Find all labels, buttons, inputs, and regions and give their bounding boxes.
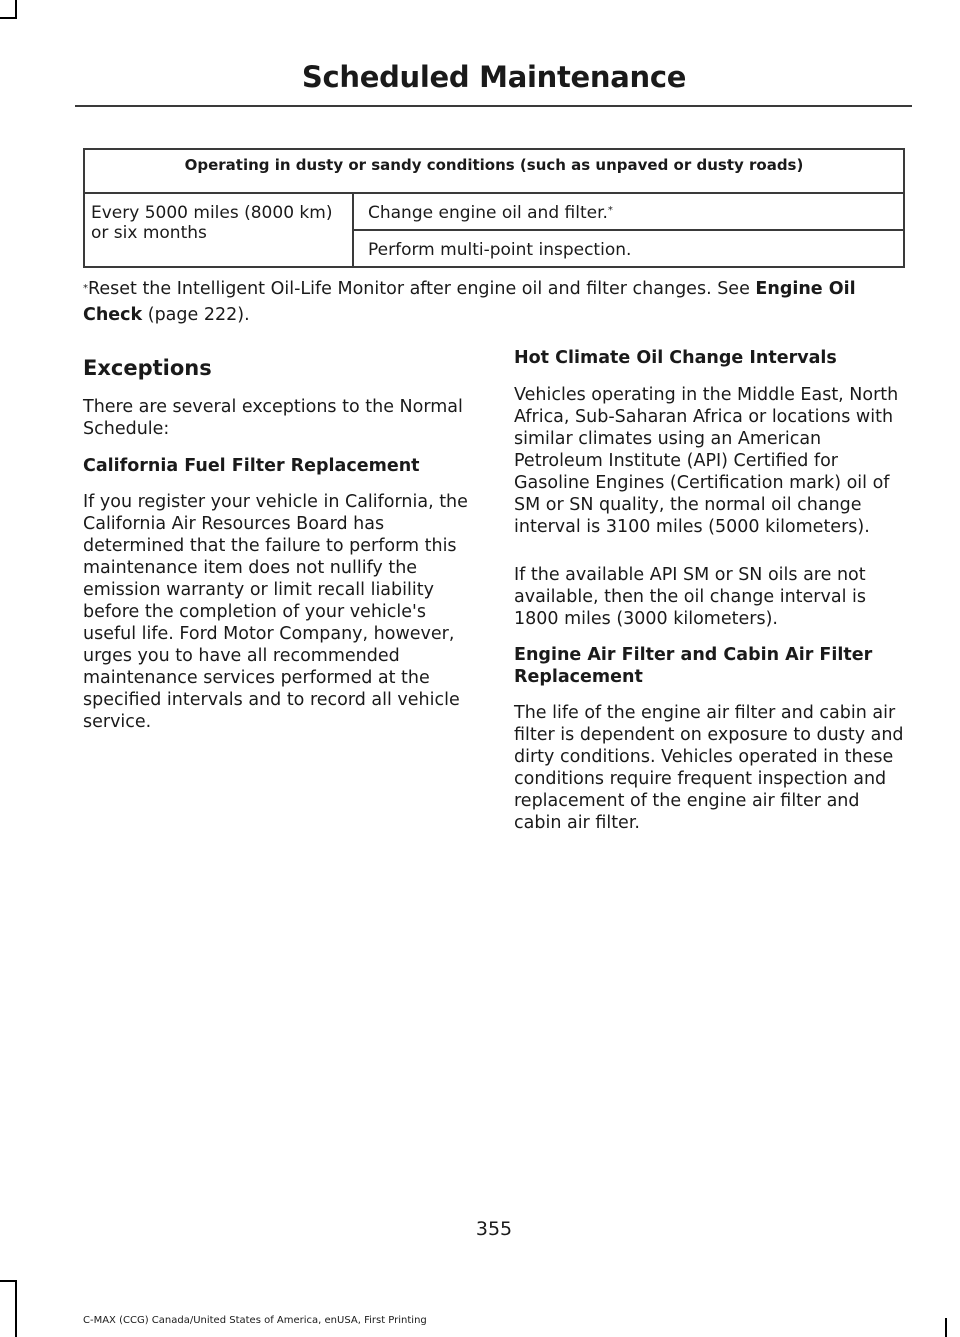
cross-reference-link[interactable]: Engine Oil Check: [83, 279, 856, 325]
footnote-marker: *: [607, 205, 613, 216]
crop-mark: [945, 1318, 947, 1337]
page-reference: (page 222).: [142, 305, 250, 325]
task-text: Change engine oil and filter.: [368, 203, 608, 223]
body-paragraph: Vehicles operating in the Middle East, North Africa, Sub-Saharan Africa or locations with similar climates using an American Petroleum Institute (API) Certified for Gasoline Engines (Certification mark) oil of SM or SN quality, the normal oil change interval is 3100 miles (5000 kilometers).: [514, 385, 899, 537]
footnote-text: Reset the Intelligent Oil-Life Monitor after engine oil and filter changes. See: [88, 279, 756, 299]
intro-paragraph: There are several exceptions to the Normal Schedule:: [83, 397, 463, 439]
table-row: [84, 193, 904, 230]
table-footnote: [83, 276, 913, 328]
section-heading: Exceptions: [83, 356, 212, 380]
table-header-row: [84, 149, 904, 193]
subsection-heading: Engine Air Filter and Cabin Air Filter Replacement: [514, 645, 873, 687]
crop-mark: [0, 17, 17, 19]
page-title: Scheduled Maintenance: [301, 60, 687, 94]
table-heading: Operating in dusty or sandy conditions (such as unpaved or dusty roads): [84, 149, 904, 193]
maintenance-table: [83, 148, 905, 268]
crop-mark: [0, 1280, 17, 1282]
body-paragraph: The life of the engine air filter and cabin air filter is dependent on exposure to dusty and dirty conditions. Vehicles operated in these conditions require frequent inspection and replacement of the engine air filter and cabin air filter.: [514, 703, 904, 833]
subsection-heading: Hot Climate Oil Change Intervals: [514, 348, 837, 368]
interval-cell: Every 5000 miles (8000 km) or six months: [84, 193, 353, 267]
task-cell: Perform multi-point inspection.: [353, 230, 904, 267]
body-paragraph: If you register your vehicle in California, the California Air Resources Board has determined that the failure to perform this maintenance item does not nullify the emission warranty or limit recall liability before the completion of your vehicle's useful life. Ford Motor Company, however, urges you to have all recommended maintenance services performed at the specified intervals and to record all vehicle service.: [83, 492, 468, 732]
footnote-marker: *: [83, 283, 88, 294]
task-cell: [353, 193, 904, 230]
body-paragraph: If the available API SM or SN oils are not available, then the oil change interval is 1800 miles (3000 kilometers).: [514, 565, 866, 629]
header-divider: [75, 105, 912, 107]
subsection-heading: California Fuel Filter Replacement: [83, 456, 420, 476]
page-number: 355: [475, 1218, 513, 1240]
edition-footer: C-MAX (CCG) Canada/United States of America, enUSA, First Printing: [83, 1315, 427, 1326]
crop-mark: [15, 1280, 17, 1337]
